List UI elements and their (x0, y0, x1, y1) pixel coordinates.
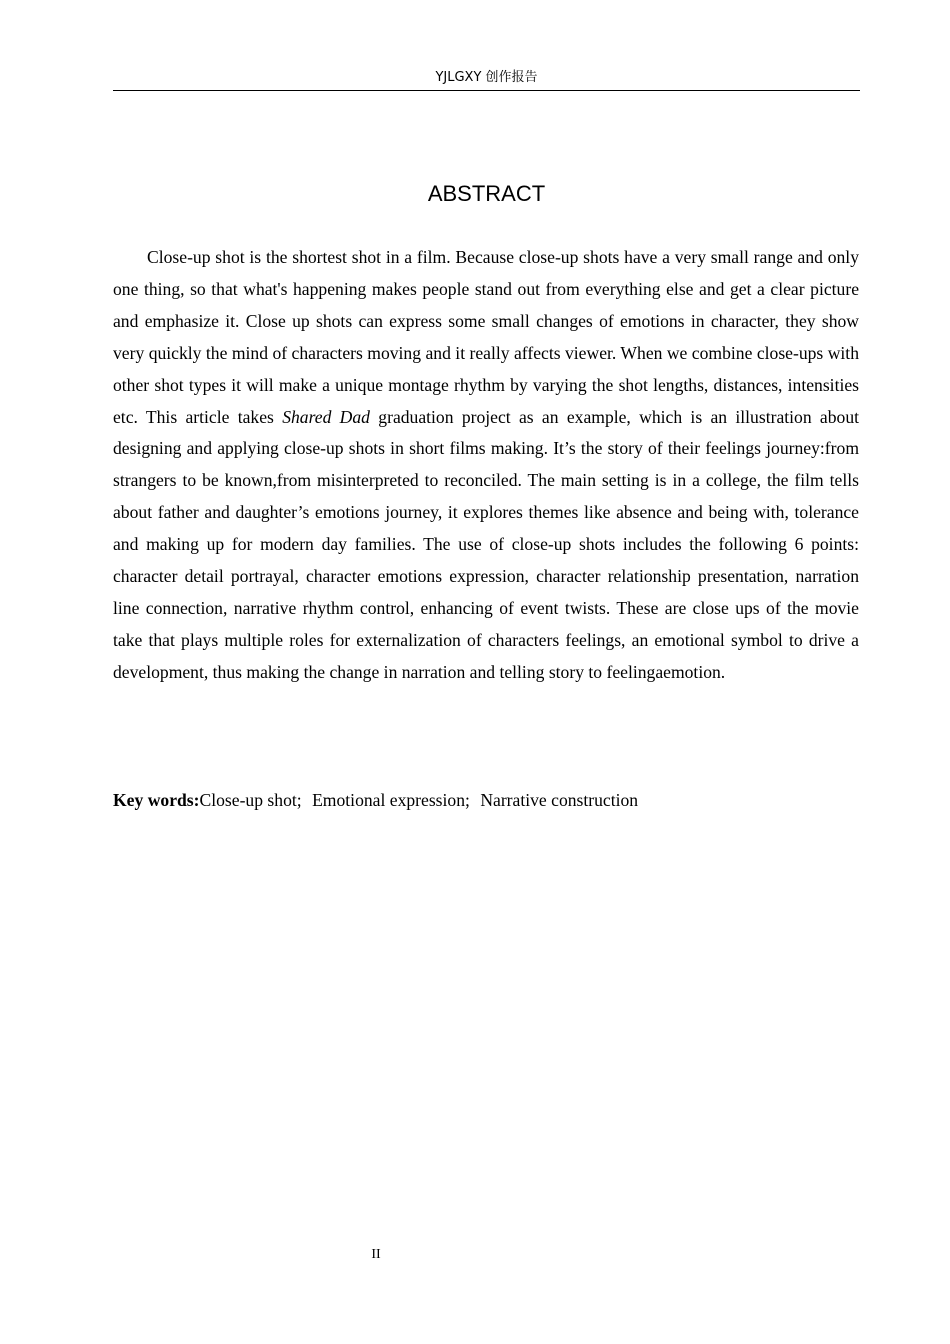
film-title: Shared Dad (282, 406, 370, 427)
abstract-title: ABSTRACT (427, 181, 546, 206)
abstract-body-part1: Close-up shot is the shortest shot in a film. Because close-up shots have a very small range and only one thing, so that what's happening makes people stand out from everything else and get a clear picture and emphasize it. Close up shots can express some small changes of emotions in character, they show very quickly the mind of characters moving and it really affects viewer. When we combine close-ups with other shot types it will make a unique montage rhythm by varying the shot lengths, distances, intensities etc. This article takes (113, 247, 859, 427)
keywords-line (113, 785, 859, 815)
abstract-body-part2: graduation project as an example, which is an illustration about designing and applying close-up shots in short films making. It’s the story of their feelings journey:from strangers to be known,from misinterpreted to reconciled. The main setting is in a college, the film tells about father and daughter’s emotions journey, it explores themes like absence and being with, tolerance and making up for modern day families. The use of close-up shots includes the following 6 points: character detail portrayal, character emotions expression, character relationship presentation, narration line connection, narrative rhythm control, enhancing of event twists. These are close ups of the movie take that plays multiple roles for externalization of characters feelings, an emotional symbol to drive a development, thus making the change in narration and telling story to feelingaemotion. (113, 406, 860, 682)
keyword-item: Close-up shot; (199, 790, 302, 810)
header-rule (113, 90, 860, 91)
page-number: II (371, 1247, 381, 1262)
keyword-item: Emotional expression; (312, 790, 470, 810)
keywords-label: Key words: (113, 790, 200, 810)
keyword-item: Narrative construction (480, 790, 639, 810)
running-header: YJLGXY 创作报告 (435, 70, 538, 85)
abstract-body (113, 242, 859, 689)
